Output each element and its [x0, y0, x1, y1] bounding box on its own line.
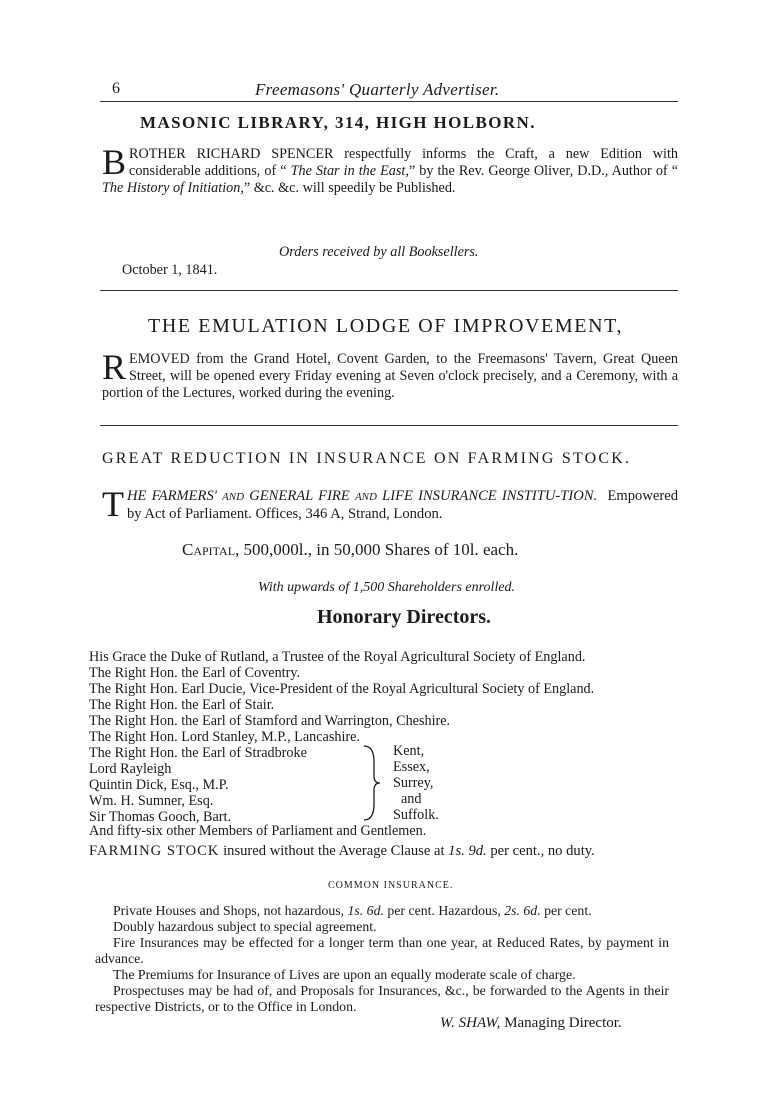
private-rate-2: 2s. 6d.: [504, 903, 541, 918]
library-body-1: ROTHER RICHARD SPENCER respectfully informs the Craft, a new Edition with considerable additions, of “: [129, 146, 678, 179]
premiums-line: The Premiums for Insurance of Lives are upon an equally moderate scale of charge.: [113, 967, 576, 982]
library-orders: Orders received by all Booksellers.: [279, 244, 479, 260]
library-body-2: ” by the Rev. George Oliver, D.D., Author of “: [408, 163, 679, 179]
signature: [440, 1015, 622, 1032]
county-entry: and: [401, 791, 422, 807]
library-body-3: ” &c. &c. will speedily be Published.: [243, 180, 456, 196]
director-entry: The Right Hon. the Earl of Coventry.: [89, 665, 301, 681]
county-list: [393, 743, 439, 823]
director-entry: The Right Hon. the Earl of Stamford and Warrington, Cheshire.: [89, 713, 451, 729]
section-rule: [100, 425, 678, 426]
director-entry: The Right Hon. Earl Ducie, Vice-President of the Royal Agricultural Society of England.: [89, 681, 595, 697]
emulation-heading: THE EMULATION LODGE OF IMPROVEMENT,: [148, 315, 624, 337]
intro-part-3: LIFE INSURANCE INSTITU-TION.: [376, 488, 598, 504]
private-rate-1: 1s. 6d.: [347, 903, 384, 918]
section-rule: [100, 290, 678, 291]
director-entry: Quintin Dick, Esq., M.P.: [89, 777, 229, 793]
private-text-2: per cent. Hazardous,: [383, 903, 505, 918]
farming-stock-line: [89, 843, 595, 860]
drop-cap-b: B: [102, 142, 127, 182]
private-houses-line: [95, 903, 669, 919]
directors-list: [89, 649, 679, 825]
farming-rest-2: per cent., no duty.: [486, 843, 595, 859]
library-heading: MASONIC LIBRARY, 314, HIGH HOLBORN.: [140, 113, 536, 132]
directors-heading: Honorary Directors.: [317, 606, 492, 628]
county-entry: Suffolk.: [393, 807, 439, 823]
fire-insurance-line: Fire Insurances may be effected for a longer term than one year, at Reduced Rates, by payment in advance.: [95, 935, 669, 966]
insurance-terms: [95, 903, 669, 1015]
capital-label: Capital,: [182, 540, 240, 559]
drop-cap-t: T: [102, 484, 124, 524]
farming-lead: FARMING STOCK: [89, 843, 220, 859]
county-entry: Essex,: [393, 759, 430, 775]
emulation-notice: [102, 347, 678, 402]
director-entry: Lord Rayleigh: [89, 761, 172, 777]
farming-rate: 1s. 9d.: [448, 843, 487, 859]
intro-part-1: HE FARMERS': [127, 488, 223, 504]
other-members: And fifty-six other Members of Parliament and Gentlemen.: [89, 823, 427, 839]
intro-and-2: AND: [354, 491, 377, 503]
county-entry: Kent,: [393, 743, 425, 759]
insurance-heading: GREAT REDUCTION IN INSURANCE ON FARMING STOCK.: [102, 450, 632, 467]
private-text-1: Private Houses and Shops, not hazardous,: [113, 903, 348, 918]
drop-cap-r: R: [102, 347, 127, 387]
page-number: 6: [112, 80, 120, 97]
header-rule: [100, 101, 678, 102]
signature-title: Managing Director.: [504, 1015, 622, 1031]
library-notice: [102, 142, 679, 197]
county-brace-icon: [360, 744, 382, 822]
capital-value: 500,000l., in 50,000 Shares of 10l. each.: [243, 540, 519, 559]
prospectuses-line: Prospectuses may be had of, and Proposals for Insurances, &c., be forwarded to the Agents in their respective Districts, or to the Office in London.: [95, 983, 669, 1014]
director-entry: The Right Hon. the Earl of Stair.: [89, 697, 275, 713]
director-entry: The Right Hon. Lord Stanley, M.P., Lancashire.: [89, 729, 360, 745]
director-entry: Wm. H. Sumner, Esq.: [89, 793, 214, 809]
director-entry: The Right Hon. the Earl of Stradbroke: [89, 745, 307, 761]
farming-rest-1: insured without the Average Clause at: [219, 843, 449, 859]
intro-part-2: GENERAL FIRE: [244, 488, 355, 504]
book-title-history: The History of Initiation,: [102, 180, 244, 196]
running-title: Freemasons' Quarterly Advertiser.: [255, 80, 500, 99]
shareholders-note: With upwards of 1,500 Shareholders enrolled.: [258, 580, 516, 595]
capital-line: [182, 540, 518, 560]
library-date: October 1, 1841.: [122, 262, 218, 278]
county-entry: Surrey,: [393, 775, 434, 791]
emulation-body: EMOVED from the Grand Hotel, Covent Garden, to the Freemasons' Tavern, Great Queen Street, will be opened every Friday evening at Seven o'clock precisely, and a Ceremony, with a portion of the Lectures, worked during the evening.: [102, 351, 678, 401]
director-entry: Sir Thomas Gooch, Bart.: [89, 809, 231, 825]
book-title-star: The Star in the East,: [290, 163, 409, 179]
doubly-hazardous-line: Doubly hazardous subject to special agreement.: [113, 919, 377, 934]
director-entry: His Grace the Duke of Rutland, a Trustee of the Royal Agricultural Society of England.: [89, 649, 586, 665]
intro-and-1: AND: [222, 491, 245, 503]
private-text-3: per cent.: [540, 903, 592, 918]
insurance-intro: [102, 484, 678, 524]
intro-part-4: Empowered by Act of Parliament. Offices, 346 A, Strand, London.: [127, 488, 678, 522]
signature-name: W. SHAW,: [440, 1015, 501, 1031]
common-insurance-heading: COMMON INSURANCE.: [328, 880, 454, 891]
